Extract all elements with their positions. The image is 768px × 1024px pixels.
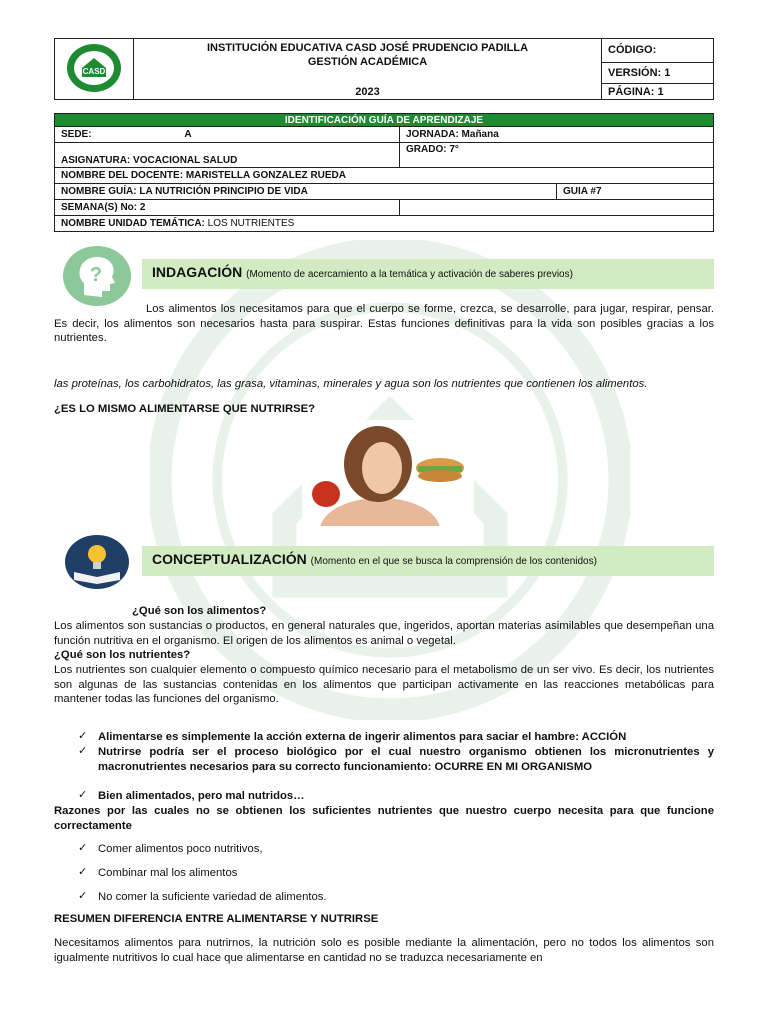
lightbulb-book-icon xyxy=(64,534,130,590)
sede-label: SEDE: xyxy=(61,129,92,140)
svg-text:?: ? xyxy=(89,264,103,286)
razones-text: Razones por las cuales no se obtienen los suficientes nutrientes que nuestro cuerpo necesita para que funcione correctamente xyxy=(54,805,714,832)
list-item: Nutrirse podría ser el proceso biológico por el cual nuestro organismo obtienen los micronutrientes y macronutrientes necesarios para su correcto funcionamiento: OCURRE EN MI ORGANISMO xyxy=(98,746,714,773)
semana-empty-cell xyxy=(400,200,714,216)
list-item: Combinar mal los alimentos xyxy=(98,867,238,879)
page-label: PÁGINA: 1 xyxy=(602,84,714,100)
casd-logo xyxy=(65,42,123,94)
conceptualizacion-heading xyxy=(152,551,597,567)
list-item: Comer alimentos poco nutritivos, xyxy=(98,843,263,855)
indagacion-title: INDAGACIÓN xyxy=(152,264,243,280)
list-item: No comer la suficiente variedad de alimentos. xyxy=(98,891,327,903)
answer-nutrientes: Los nutrientes son cualquier elemento o compuesto químico necesario para el metabolismo de un ser vivo. Es decir, los nutrientes son algunas de las sustancias contenidas en los alimentos que participan activamente en las reacciones metabólicas para mantener todas las funciones del organismo. xyxy=(54,664,714,705)
document-header xyxy=(54,38,714,100)
answer-alimentos: Los alimentos son sustancias o productos, en general naturales que, ingeridos, aportan materias asimilables que desempeñan una función nutritiva en el organismo. El origen de los alimentos es animal o vegetal. xyxy=(54,620,714,647)
woman-apple-burger-photo xyxy=(302,420,474,526)
question-nutrientes: ¿Qué son los nutrientes? xyxy=(54,649,191,661)
indagacion-question: ¿ES LO MISMO ALIMENTARSE QUE NUTRIRSE? xyxy=(54,403,316,415)
guia-nombre-cell: NOMBRE GUÍA: LA NUTRICIÓN PRINCIPIO DE VIDA xyxy=(55,184,557,200)
checkmark-icon: ✓ xyxy=(78,890,88,902)
sede-value: A xyxy=(184,129,192,140)
guia-num-cell: GUIA #7 xyxy=(557,184,714,200)
final-paragraph: Necesitamos alimentos para nutrirnos, la nutrición solo es posible mediante la alimentación, pero no todos los alimentos son igualmente nutritivos lo cual hace que alimentarse en cantidad no se traduzca necesariamente en xyxy=(54,937,714,964)
conceptualizacion-title: CONCEPTUALIZACIÓN xyxy=(152,551,307,567)
ident-title: IDENTIFICACIÓN GUÍA DE APRENDIZAJE xyxy=(55,114,714,127)
indagacion-subtitle: (Momento de acercamiento a la temática y activación de saberes previos) xyxy=(246,269,573,280)
conceptualizacion-bar xyxy=(142,546,714,576)
unidad-label: NOMBRE UNIDAD TEMÁTICA: xyxy=(61,218,205,229)
unidad-cell xyxy=(55,216,714,232)
institution-name: INSTITUCIÓN EDUCATIVA CASD JOSÉ PRUDENCIO PADILLA xyxy=(206,42,529,54)
list-item: Bien alimentados, pero mal nutridos… xyxy=(98,790,305,802)
header-title-cell xyxy=(134,39,602,100)
indagacion-heading xyxy=(152,264,573,280)
semana-cell: SEMANA(S) No: 2 xyxy=(55,200,400,216)
version-label: VERSIÓN: 1 xyxy=(602,62,714,84)
question-head-icon xyxy=(62,245,132,307)
conceptualizacion-subtitle: (Momento en el que se busca la comprensión de los contenidos) xyxy=(310,556,597,567)
asignatura-cell: ASIGNATURA: VOCACIONAL SALUD xyxy=(55,143,400,168)
indagacion-bar xyxy=(142,259,714,289)
nutrients-italic-text: las proteínas, los carbohidratos, las grasa, vitaminas, minerales y agua son los nutrientes que contienen los alimentos. xyxy=(54,378,648,390)
checkmark-icon: ✓ xyxy=(78,842,88,854)
svg-text:CASD: CASD xyxy=(82,66,106,76)
list-item: Alimentarse es simplemente la acción externa de ingerir alimentos para saciar el hambre: ACCIÓN xyxy=(98,731,627,743)
indagacion-paragraph: Los alimentos los necesitamos para que el cuerpo se forme, crezca, se desarrolle, para jugar, respirar, pensar. Es decir, los alimentos son necesarios hasta para suspirar. Estas funciones definitivas para la vida son posibles gracias a los nutrientes. xyxy=(54,303,714,344)
question-alimentos: ¿Qué son los alimentos? xyxy=(132,605,267,617)
code-label: CÓDIGO: xyxy=(602,39,714,63)
docente-cell: NOMBRE DEL DOCENTE: MARISTELLA GONZALEZ RUEDA xyxy=(55,168,714,184)
sede-cell xyxy=(55,127,400,143)
resumen-heading: RESUMEN DIFERENCIA ENTRE ALIMENTARSE Y NUTRIRSE xyxy=(54,913,379,925)
checkmark-icon: ✓ xyxy=(78,745,88,757)
checkmark-icon: ✓ xyxy=(78,730,88,742)
unidad-value: LOS NUTRIENTES xyxy=(207,218,295,229)
department-name: GESTIÓN ACADÉMICA xyxy=(307,56,428,68)
logo-cell xyxy=(55,39,134,100)
checkmark-icon: ✓ xyxy=(78,866,88,878)
header-year: 2023 xyxy=(355,86,380,98)
checkmark-icon: ✓ xyxy=(78,789,88,801)
grado-cell: GRADO: 7° xyxy=(400,143,714,168)
jornada-cell: JORNADA: Mañana xyxy=(400,127,714,143)
identification-table xyxy=(54,113,714,232)
